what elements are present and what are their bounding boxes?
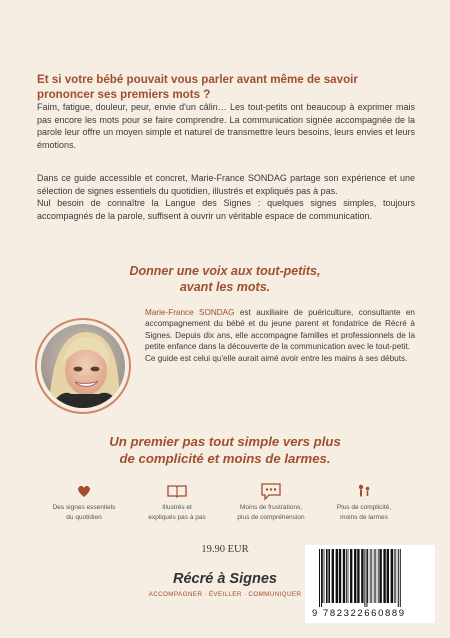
brand-tagline: ACCOMPAGNER · ÉVEILLER · COMMUNIQUER — [148, 591, 302, 598]
two-figures-icon — [314, 481, 414, 501]
tagline-complicity — [0, 433, 450, 467]
heart-icon — [34, 481, 134, 501]
price: 19.90 EUR — [201, 544, 249, 555]
author-bio — [145, 307, 415, 364]
tagline-voice-line-2: avant les mots. — [179, 279, 271, 294]
tagline-voice-line-1: Donner une voix aux tout-petits, — [129, 264, 321, 278]
feature-label: Des signes essentiels du quotidien — [52, 504, 116, 521]
tagline-complicity-line-2: de complicité et moins de larmes. — [119, 451, 331, 466]
author-photo-illustration — [41, 324, 125, 408]
brand-name: Récré à Signes — [173, 571, 277, 587]
author-bio-text: est auxiliaire de puériculture, consultante en accompagnement du bébé et du jeune parent et fondatrice de Récré à Signes. Depuis dix ans, elle accompagne familles et professionnels de la petite enfance dans la découverte de la communication avec le tout-petit. — [145, 308, 415, 352]
tagline-complicity-line-1: Un premier pas tout simple vers plus — [109, 434, 341, 449]
intro-paragraph-1: Faim, fatigue, douleur, peur, envie d'un câlin… Les tout-petits ont beaucoup à exprimer mais pas encore les mots pour se faire comprendre. La communication signée accompagnée de la parole leur offre un moyen simple et naturel de transmettre leurs besoins, leurs envies et leurs émotions. — [37, 102, 415, 150]
author-portrait — [41, 324, 125, 408]
tagline-voice — [0, 264, 450, 295]
feature-item — [34, 481, 134, 522]
intro-paragraph-2: Dans ce guide accessible et concret, Marie-France SONDAG partage son expérience et une sélection de signes essentiels du quotidien, illustrés et expliqués pas à pas. — [37, 173, 415, 196]
barcode-digits: 782322660889 — [323, 608, 406, 619]
barcode-first-digit: 9 — [312, 608, 318, 619]
feature-item — [314, 481, 414, 522]
feature-item — [127, 481, 227, 522]
feature-label: Illustrés et expliqués pas à pas — [148, 504, 206, 521]
feature-label: Moins de frustrations, plus de compréhension — [237, 504, 305, 521]
feature-item — [221, 481, 321, 522]
intro-title: Et si votre bébé pouvait vous parler avant même de savoir prononcer ses premiers mots ? — [37, 73, 358, 101]
barcode — [305, 545, 435, 623]
speech-bubble-icon — [221, 481, 321, 501]
barcode-bars — [305, 545, 435, 607]
author-name: Marie-France SONDAG — [145, 308, 235, 317]
feature-list — [0, 481, 450, 531]
intro-paragraph-3: Nul besoin de connaître la Langue des Signes : quelques signes simples, toujours accompagnés de la parole, suffisent à ouvrir un véritable espace de communication. — [37, 198, 415, 221]
author-bio-closing: Ce guide est celui qu'elle aurait aimé avoir entre les mains à ses débuts. — [145, 353, 408, 363]
author-portrait-frame — [35, 318, 131, 414]
book-icon — [127, 481, 227, 501]
feature-label: Plus de complicité, moins de larmes — [336, 504, 392, 521]
